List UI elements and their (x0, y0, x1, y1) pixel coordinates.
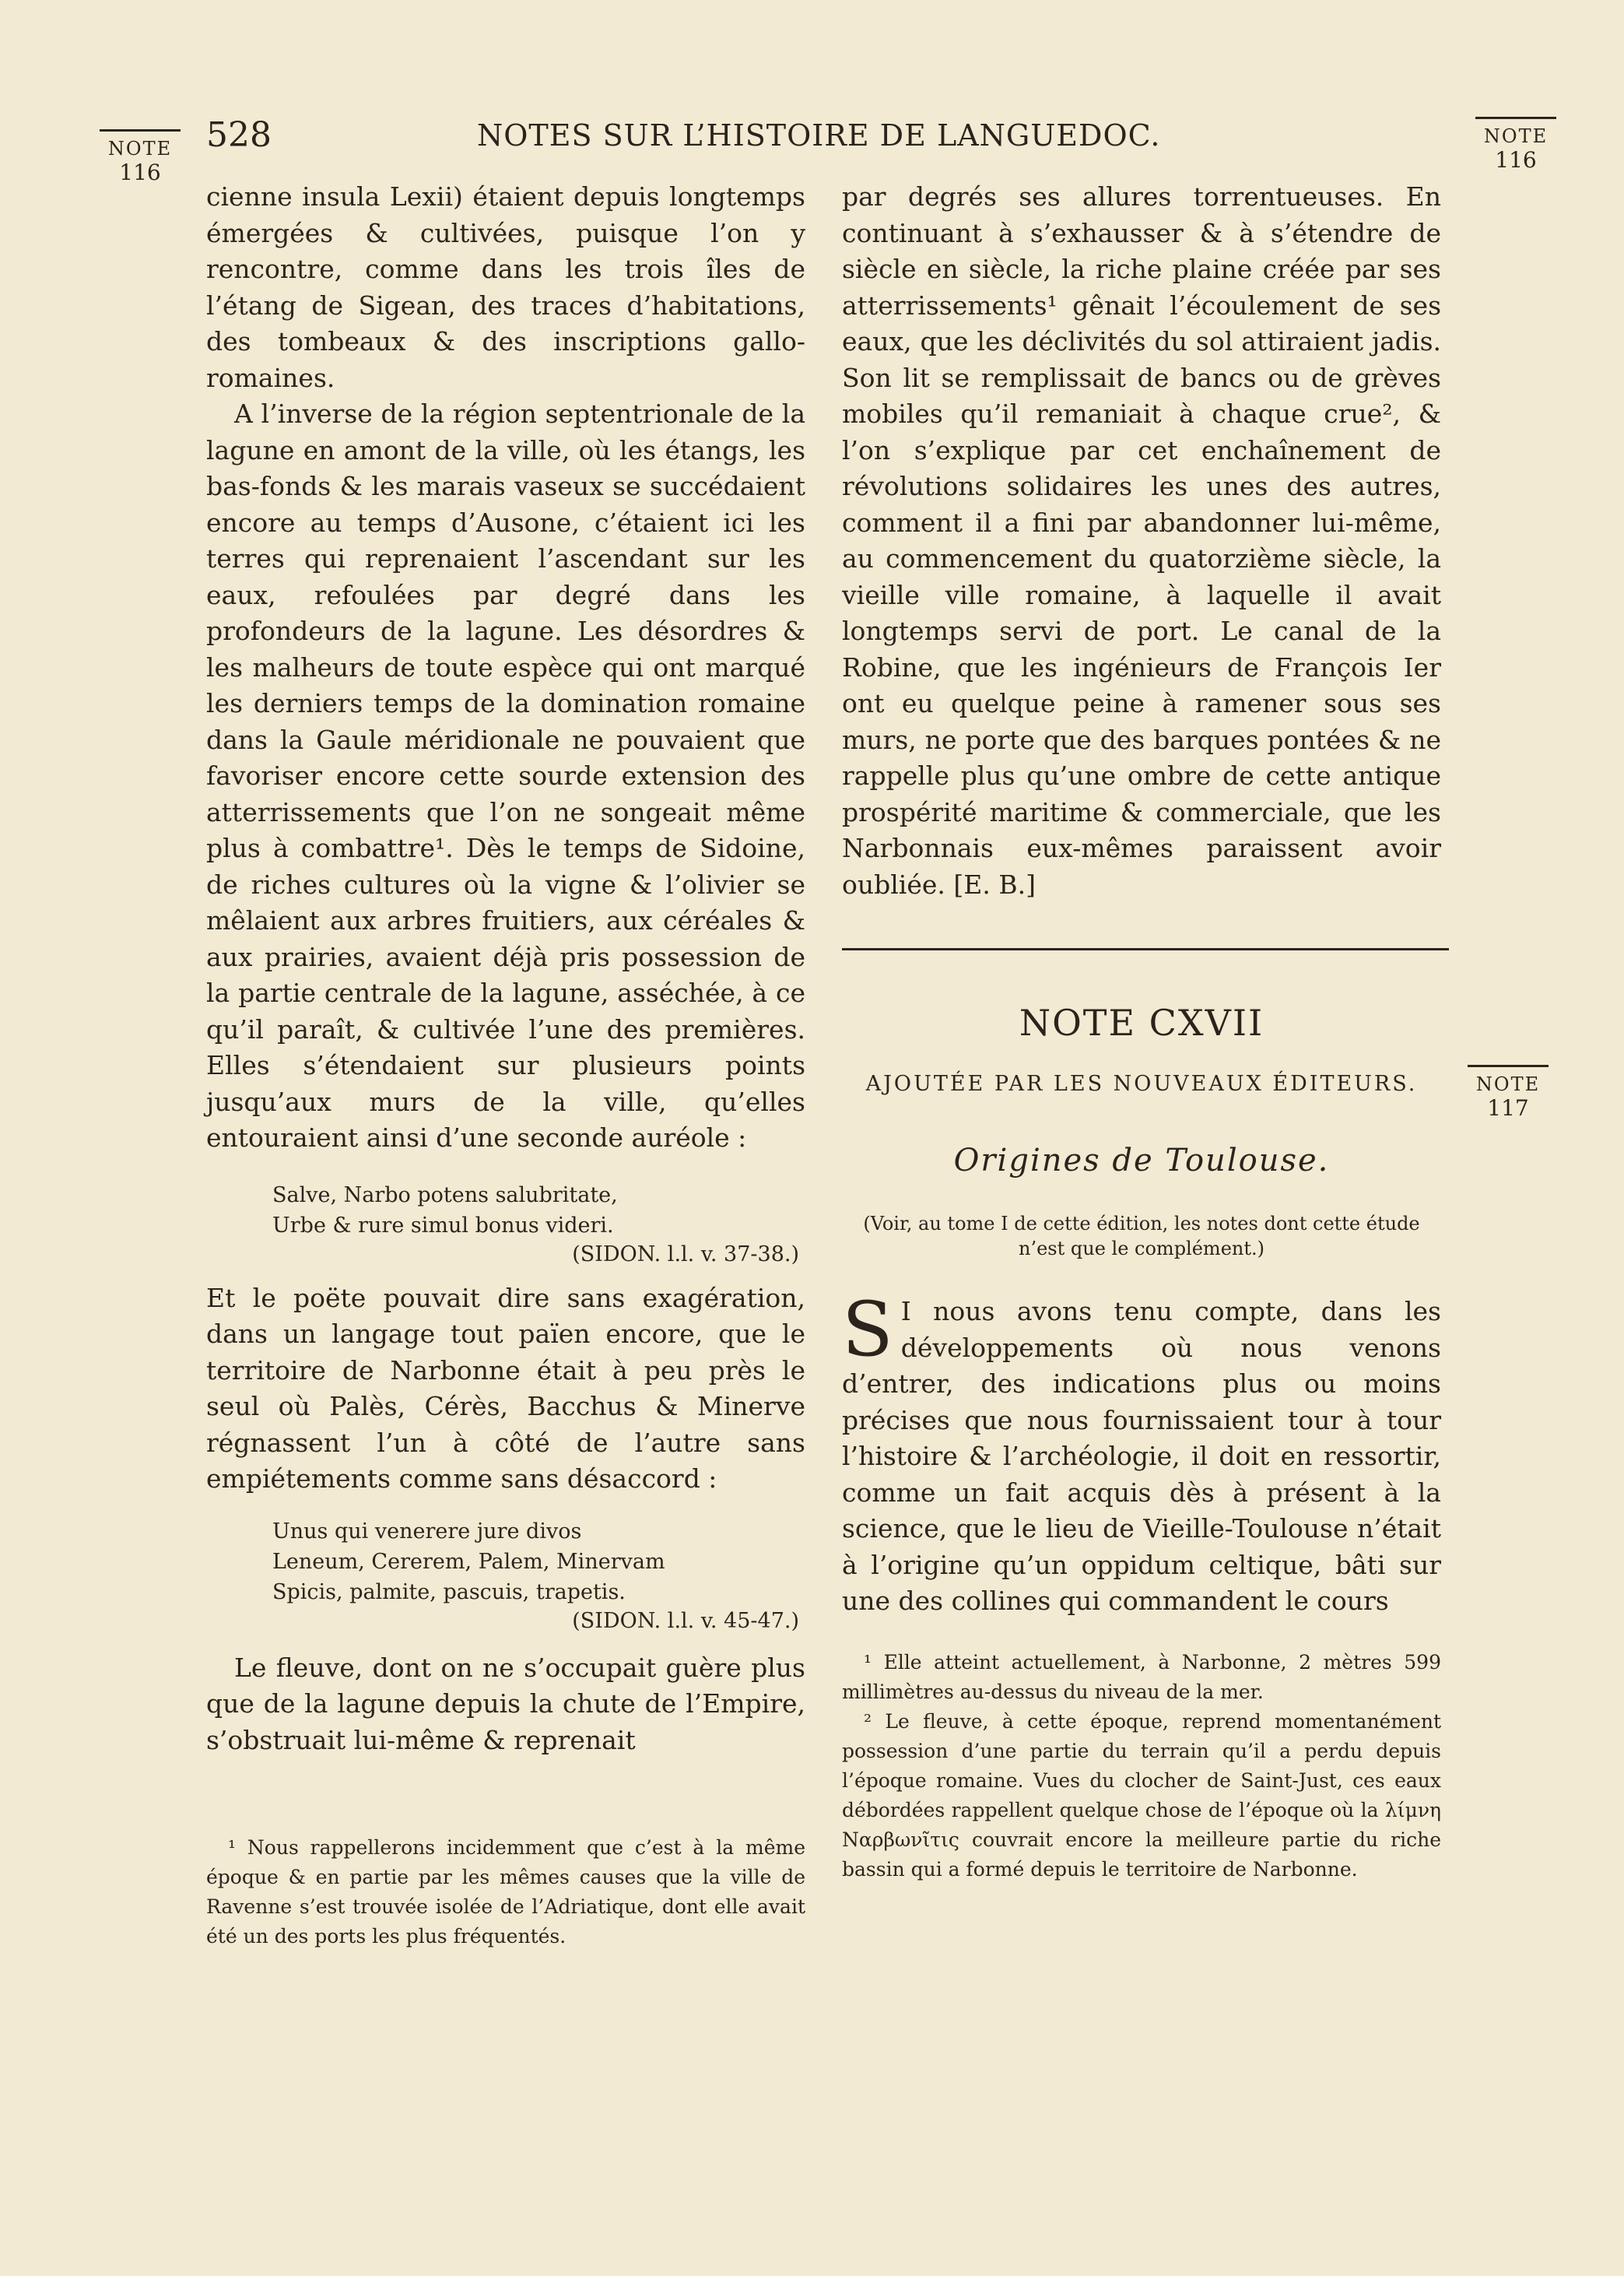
margin-note-label: NOTE (107, 138, 173, 160)
section-divider (842, 948, 1449, 950)
right-paragraph-1: par degrés ses allures torrentueuses. En continuant à s’exhausser & à s’étendre de siècle en siècle, la riche plaine créée par ses atterrissements¹ gênait l’écoulement de ses eaux, que les déclivités du sol attiraient jadis. Son lit se remplissait de bancs ou de grèves mobiles qu’il remaniait à chaque crue², & l’on s’explique par cet enchaînement de révolutions solidaires les unes des autres, comment il a fini par abandonner lui-même, au commencement du quatorzième siècle, la vieille ville romaine, à laquelle il avait longtemps servi de port. Le canal de la Robine, que les ingénieurs de François Ier ont eu quelque peine à ramener sous ses murs, ne porte que des barques pontées & ne rappelle plus qu’une ombre de cette antique prospérité maritime & commerciale, que les Narbonnais eux-mêmes paraissent avoir oubliée. [E. B.] (842, 181, 1441, 900)
verse-citation-2: (SIDON. l.l. v. 45-47.) (572, 1608, 799, 1633)
margin-rule (1475, 117, 1556, 119)
left-paragraph-4: Le fleuve, dont on ne s’occupait guère plus que de la lagune depuis la chute de l’Empire, s’obstruait lui-même & reprenait (206, 1652, 805, 1755)
margin-note-left (100, 129, 181, 185)
verse-line: Leneum, Cererem, Palem, Minervam (272, 1549, 665, 1574)
left-paragraph-1: cienne insula Lexii) étaient depuis longtemps émergées & cultivées, puisque l’on y rencontre, comme dans les trois îles de l’étang de Sigean, des traces d’habitations, des tombeaux & des inscriptions gallo-romaines. (206, 181, 805, 393)
margin-note-number: 116 (119, 160, 161, 185)
latin-verse-1 (272, 1180, 805, 1241)
margin-note-right-117 (1468, 1065, 1549, 1121)
section-title: Origines de Toulouse. (953, 1143, 1330, 1178)
left-paragraph-2: A l’inverse de la région septentrionale de la lagune en amont de la ville, où les étangs, les bas-fonds & les marais vaseux se succédaient encore au temps d’Ausone, c’étaient ici les terres qui reprenaient l’ascendant sur les eaux, refoulées par degré dans les profondeurs de la lagune. Les désordres & les malheurs de toute espèce qui ont marqué les derniers temps de la domination romaine dans la Gaule méridionale ne pouvaient que favoriser encore cette sourde extension des atterrissements que l’on ne songeait même plus à combattre¹. Dès le temps de Sidoine, de riches cultures où la vigne & l’olivier se mêlaient aux arbres fruitiers, aux céréales & aux prairies, avaient déjà pris possession de la partie centrale de la lagune, asséchée, à ce qu’il paraît, & cultivée l’une des premières. Elles s’étendaient sur plusieurs points jusqu’aux murs de la ville, qu’elles entouraient ainsi d’une seconde auréole : (206, 399, 805, 1153)
note-subtitle: AJOUTÉE PAR LES NOUVEAUX ÉDITEURS. (865, 1072, 1418, 1096)
see-note: (Voir, au tome I de cette édition, les notes dont cette étude n’est que le complément.) (863, 1213, 1420, 1259)
margin-rule (100, 129, 181, 132)
verse-line: Spicis, palmite, pascuis, trapetis. (272, 1579, 626, 1604)
verse-line: Unus qui venerere jure divos (272, 1519, 582, 1544)
left-paragraph-3: Et le poëte pouvait dire sans exagération, dans un langage tout païen encore, que le territoire de Narbonne était à peu près le seul où Palès, Cérès, Bacchus & Minerve régnassent l’un à côté de l’autre sans empiétements comme sans désaccord : (206, 1282, 805, 1494)
left-footnote-1: ¹ Nous rappellerons incidemment que c’est à la même époque & en partie par les mêmes causes que la ville de Ravenne s’est trouvée isolée de l’Adriatique, dont elle avait été un des ports les plus fréquentés. (206, 1836, 805, 1948)
note-title: NOTE CXVII (1019, 1002, 1264, 1044)
right-footnote-2: ² Le fleuve, à cette époque, reprend momentanément possession d’une partie du terrain qu’il a perdu depuis l’époque romaine. Vues du clocher de Saint-Just, ces eaux débordées rappellent quelque chose de l’époque où la λίμνη Ναρβωνῖτις couvrait encore la meilleure partie du riche bassin qui a formé depuis le territoire de Narbonne. (842, 1709, 1441, 1881)
right-column (842, 179, 1441, 1884)
right-footnote-1: ¹ Elle atteint actuellement, à Narbonne, 2 mètres 599 millimètres au-dessus du niveau de la mer. (842, 1650, 1441, 1703)
page-number: 528 (206, 115, 272, 155)
right-paragraph-2: I nous avons tenu compte, dans les développements où nous venons d’entrer, des indications plus ou moins précises que nous fournissaient tour à tour l’histoire & l’archéologie, il doit en ressortir, comme un fait acquis dès à présent à la science, que le lieu de Vieille-Toulouse n’était à l’origine qu’un oppidum celtique, bâti sur une des collines qui commandent le cours (842, 1296, 1441, 1616)
verse-line: Urbe & rure simul bonus videri. (272, 1213, 614, 1238)
margin-rule (1468, 1065, 1549, 1067)
running-title: NOTES SUR L’HISTOIRE DE LANGUEDOC. (477, 118, 1161, 153)
dropcap-paragraph (842, 1286, 1441, 1620)
left-column (206, 179, 805, 1951)
verse-citation-1: (SIDON. l.l. v. 37-38.) (572, 1242, 799, 1266)
margin-note-right-top (1475, 117, 1556, 173)
margin-note-number: 117 (1487, 1095, 1529, 1121)
margin-note-number: 116 (1495, 147, 1537, 173)
margin-note-label: NOTE (1483, 125, 1549, 147)
drop-cap: S (842, 1286, 893, 1373)
margin-note-label: NOTE (1475, 1073, 1541, 1095)
page-header (206, 115, 1451, 162)
latin-verse-2 (272, 1516, 805, 1607)
verse-line: Salve, Narbo potens salubritate, (272, 1182, 618, 1207)
